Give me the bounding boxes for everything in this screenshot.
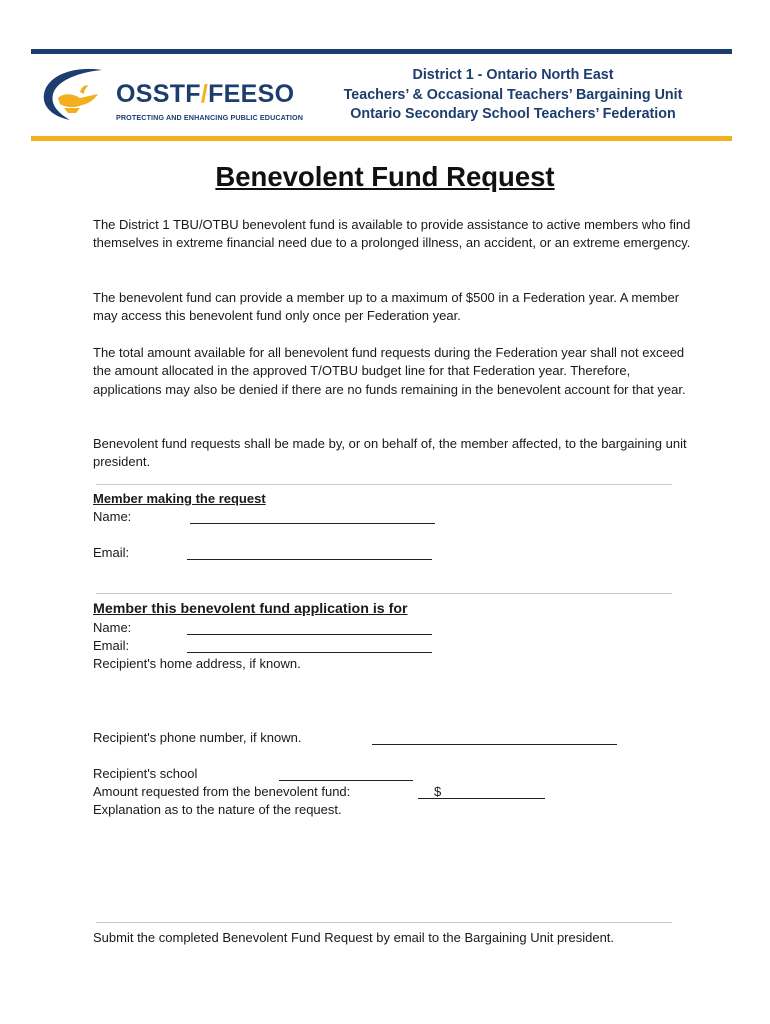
recipient-email-field[interactable] (187, 652, 432, 653)
paragraph-text: The benevolent fund can provide a member up to a maximum of $500 in a Federation year. A member may access this benevolent fund only once per Federation year. (93, 290, 680, 324)
recipient-name-label: Name: (93, 620, 132, 635)
header-line-unit: Teachers’ & Occasional Teachers’ Bargaining Unit (343, 86, 683, 103)
submit-instructions: Submit the completed Benevolent Fund Request by email to the Bargaining Unit president. (93, 930, 615, 945)
request-paragraph (93, 435, 693, 472)
explanation-label: Explanation as to the nature of the request. (93, 802, 342, 817)
section-divider (96, 593, 672, 594)
header-bottom-rule (31, 136, 732, 141)
intro-paragraph (93, 216, 693, 253)
lamp-of-learning-icon (40, 64, 120, 126)
recipient-phone-field[interactable] (372, 744, 617, 745)
requester-heading: Member making the request (93, 491, 266, 506)
requester-email-field[interactable] (187, 559, 432, 560)
section-divider (96, 484, 672, 485)
recipient-school-label: Recipient's school (93, 766, 198, 781)
logo-wordmark (116, 80, 294, 109)
recipient-heading: Member this benevolent fund application is for (93, 601, 408, 617)
section-divider (96, 922, 672, 923)
page-title: Benevolent Fund Request (215, 161, 555, 192)
logo-name-right: FEESO (208, 80, 295, 108)
logo-slash: / (200, 80, 209, 108)
paragraph-text: The total amount available for all benevolent fund requests during the Federation year shall not exceed the amount allocated in the approved T/OTBU budget line for that Federation year. Therefore, applications may also be denied if there are no funds remaining in the benevolent account for that year. (93, 345, 686, 397)
osstf-logo (40, 64, 303, 126)
recipient-phone-label: Recipient's phone number, if known. (93, 730, 302, 745)
recipient-school-field[interactable] (279, 780, 413, 781)
requester-name-field[interactable] (190, 523, 435, 524)
requester-email-label: Email: (93, 545, 130, 560)
header-organization-block (300, 66, 726, 125)
logo-tagline: PROTECTING AND ENHANCING PUBLIC EDUCATION (116, 113, 303, 122)
recipient-address-label: Recipient's home address, if known. (93, 656, 301, 671)
logo-name-left: OSSTF (116, 80, 201, 108)
maximum-paragraph (93, 289, 693, 326)
requester-name-label: Name: (93, 509, 132, 524)
budget-paragraph (93, 344, 693, 399)
paragraph-text: The District 1 TBU/OTBU benevolent fund is available to provide assistance to active members who find themselves in extreme financial need due to a prolonged illness, an accident, or an extreme emergency. (93, 217, 691, 251)
recipient-email-label: Email: (93, 638, 130, 653)
amount-requested-label: Amount requested from the benevolent fund: (93, 784, 351, 799)
paragraph-text: Benevolent fund requests shall be made by, or on behalf of, the member affected, to the bargaining unit president. (93, 436, 687, 470)
amount-currency-symbol: $ (434, 784, 442, 799)
header-line-federation: Ontario Secondary School Teachers’ Federation (350, 106, 676, 122)
header-top-rule (31, 49, 732, 54)
recipient-name-field[interactable] (187, 634, 432, 635)
header-line-district: District 1 - Ontario North East (412, 67, 614, 83)
